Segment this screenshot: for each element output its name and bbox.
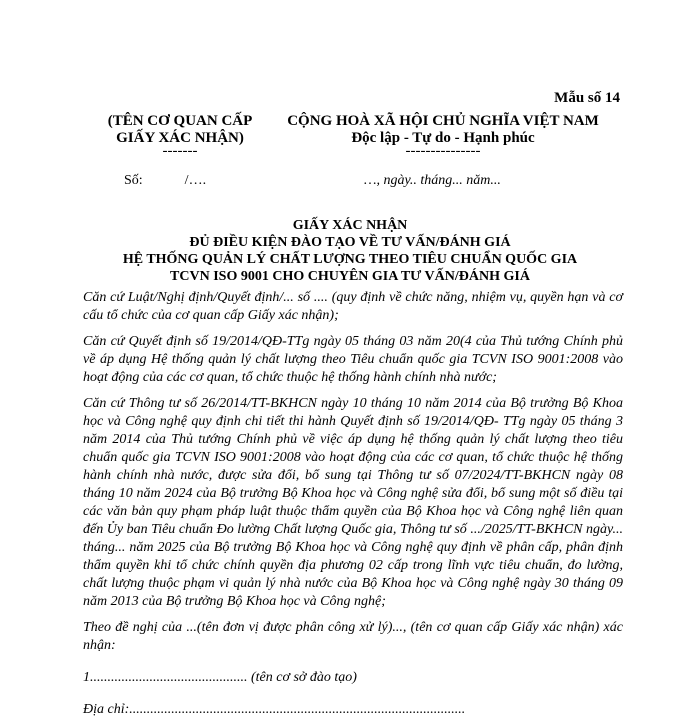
country-name: CỘNG HOÀ XÃ HỘI CHỦ NGHĨA VIỆT NAM: [287, 113, 599, 129]
title-line3: HỆ THỐNG QUẢN LÝ CHẤT LƯỢNG THEO TIÊU CHUẨN QUỐC GIA: [122, 252, 578, 267]
proposal-paragraph: Theo đề nghị của ...(tên đơn vị được phân công xử lý)..., (tên cơ quan cấp Giấy xác nhận) xác nhận:: [83, 620, 623, 653]
legal-basis-paragraph: Căn cứ Luật/Nghị định/Quyết định/... số .... (quy định về chức năng, nhiệm vụ, quyền hạn và cơ cấu tổ chức của cơ quan cấp Giấy xác nhận);: [83, 290, 623, 323]
training-facility-line: 1............................................. (tên cơ sở đào tạo): [83, 670, 357, 685]
agency-name-line2: GIẤY XÁC NHẬN): [116, 130, 244, 146]
title-line4: TCVN ISO 9001 CHO CHUYÊN GIA TƯ VẤN/ĐÁNH GIÁ: [170, 269, 530, 284]
agency-block: [84, 113, 276, 157]
motto-divider: ---------------: [405, 143, 481, 159]
document-number: Số: /….: [124, 173, 207, 188]
national-motto: Độc lập - Tự do - Hạnh phúc: [351, 130, 535, 146]
national-motto-block: [273, 113, 613, 157]
document-title: [0, 217, 700, 285]
document-date: …, ngày.. tháng... năm...: [364, 173, 501, 188]
agency-divider: -------: [162, 143, 198, 159]
title-line1: GIẤY XÁC NHẬN: [292, 218, 408, 233]
form-number: Mẫu số 14: [554, 90, 620, 106]
legal-basis-paragraph: Căn cứ Quyết định số 19/2014/QĐ-TTg ngày 05 tháng 03 năm 20(4 của Thủ tướng Chính phủ về áp dụng Hệ thống quản lý chất lượng theo Tiêu chuẩn quốc gia TCVN ISO 9001:2008 vào hoạt động của các cơ quan, tổ chức thuộc hệ thống hành chính nhà nước;: [83, 334, 623, 385]
legal-basis-paragraph: Căn cứ Thông tư số 26/2014/TT-BKHCN ngày 10 tháng 10 năm 2014 của Bộ trưởng Bộ Khoa học và Công nghệ quy định chi tiết thi hành Quyết định số 19/2014/QĐ- TTg ngày 05 tháng 3 năm 2014 của Thủ tướng Chính phủ về việc áp dụng hệ thống quản lý chất lượng theo tiêu chuẩn quốc gia TCVN ISO 9001:2008 vào hoạt động của các cơ quan, tổ chức thuộc hệ thống hành chính nhà nước, được sửa đổi, bổ sung tại Thông tư số 07/2024/TT-BKHCN ngày 08 tháng 10 năm 2024 của Bộ trưởng Bộ Khoa học và Công nghệ sửa đổi, bổ sung một số điều tại các văn bản quy phạm pháp luật thuộc thẩm quyền của Bộ Khoa học và Công nghệ liên quan đến Ủy ban Tiêu chuẩn Đo lường Chất lượng Quốc gia, Thông tư số .../2025/TT-BKHCN ngày... tháng... năm 2025 của Bộ trưởng Bộ Khoa học và Công nghệ quy định về phân cấp, phân định thẩm quyền khi tổ chức chính quyền địa phương 02 cấp trong lĩnh vực tiêu chuẩn, đo lường, chất lượng thuộc phạm vi quản lý nhà nước của Bộ Khoa học và Công nghệ ngày 30 tháng 09 năm 2013 của Bộ trưởng Bộ Khoa học và Công nghệ;: [83, 396, 623, 609]
address-line: Địa chỉ:................................................................................................: [83, 702, 466, 717]
document-body: [83, 289, 623, 719]
agency-name-line1: (TÊN CƠ QUAN CẤP: [107, 113, 253, 129]
title-line2: ĐỦ ĐIỀU KIỆN ĐÀO TẠO VỀ TƯ VẤN/ĐÁNH GIÁ: [189, 235, 511, 250]
